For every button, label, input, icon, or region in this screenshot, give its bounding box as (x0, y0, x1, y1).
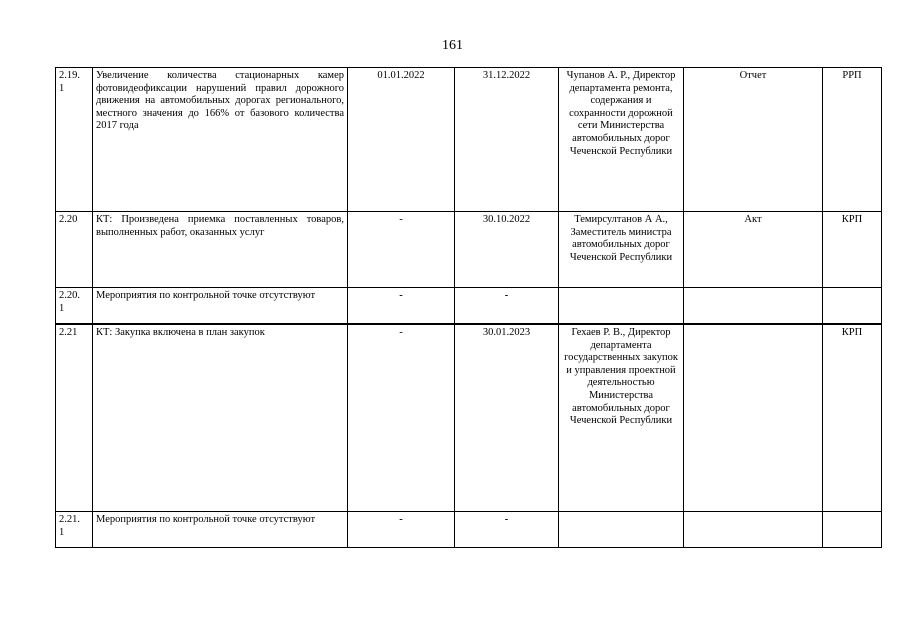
start-date: 01.01.2022 (348, 68, 455, 212)
end-date: - (455, 512, 559, 548)
task-name: Мероприятия по контрольной точке отсутствуют (93, 288, 348, 325)
start-date: - (348, 512, 455, 548)
start-date: - (348, 324, 455, 512)
row-number: 2.19. 1 (56, 68, 93, 212)
control-level: КРП (823, 212, 882, 288)
task-name: КТ: Закупка включена в план закупок (93, 324, 348, 512)
responsible-person (559, 512, 684, 548)
row-number: 2.21. 1 (56, 512, 93, 548)
table-row (56, 68, 882, 212)
table-row (56, 288, 882, 325)
plan-table (55, 67, 882, 548)
end-date: 31.12.2022 (455, 68, 559, 212)
responsible-person: Гехаев Р. В., Директор департамента государственных закупок и управления проектной деятельностью Министерства автомобильных дорог Чеченской Республики (559, 324, 684, 512)
task-name: КТ: Произведена приемка поставленных товаров, выполненных работ, оказанных услуг (93, 212, 348, 288)
control-level: КРП (823, 324, 882, 512)
table-row (56, 212, 882, 288)
responsible-text: Темирсултанов А А., Заместитель министра автомобильных дорог Чеченской Республики (569, 214, 673, 263)
end-date: 30.10.2022 (455, 212, 559, 288)
responsible-person (559, 212, 684, 288)
result-document (684, 512, 823, 548)
end-date: - (455, 288, 559, 325)
table-row (56, 324, 882, 512)
result-document (684, 288, 823, 325)
page-number: 161 (442, 38, 463, 53)
end-date: 30.01.2023 (455, 324, 559, 512)
responsible-person: Чупанов А. Р., Директор департамента ремонта, содержания и сохранности дорожной сети Министерства автомобильных дорог Чеченской Республики (559, 68, 684, 212)
task-name: Увеличение количества стационарных камер фотовидеофиксации нарушений правил дорожного движения на автомобильных дорогах регионального, местного значения до 166% от базового количества 2017 года (93, 68, 348, 212)
result-document: Отчет (684, 68, 823, 212)
result-document (684, 324, 823, 512)
control-level (823, 512, 882, 548)
task-name: Мероприятия по контрольной точке отсутствуют (93, 512, 348, 548)
table-row (56, 512, 882, 548)
control-level (823, 288, 882, 325)
responsible-person (559, 288, 684, 325)
row-number: 2.20 (56, 212, 93, 288)
start-date: - (348, 212, 455, 288)
result-document: Акт (684, 212, 823, 288)
row-number: 2.20. 1 (56, 288, 93, 325)
start-date: - (348, 288, 455, 325)
row-number: 2.21 (56, 324, 93, 512)
control-level: РРП (823, 68, 882, 212)
